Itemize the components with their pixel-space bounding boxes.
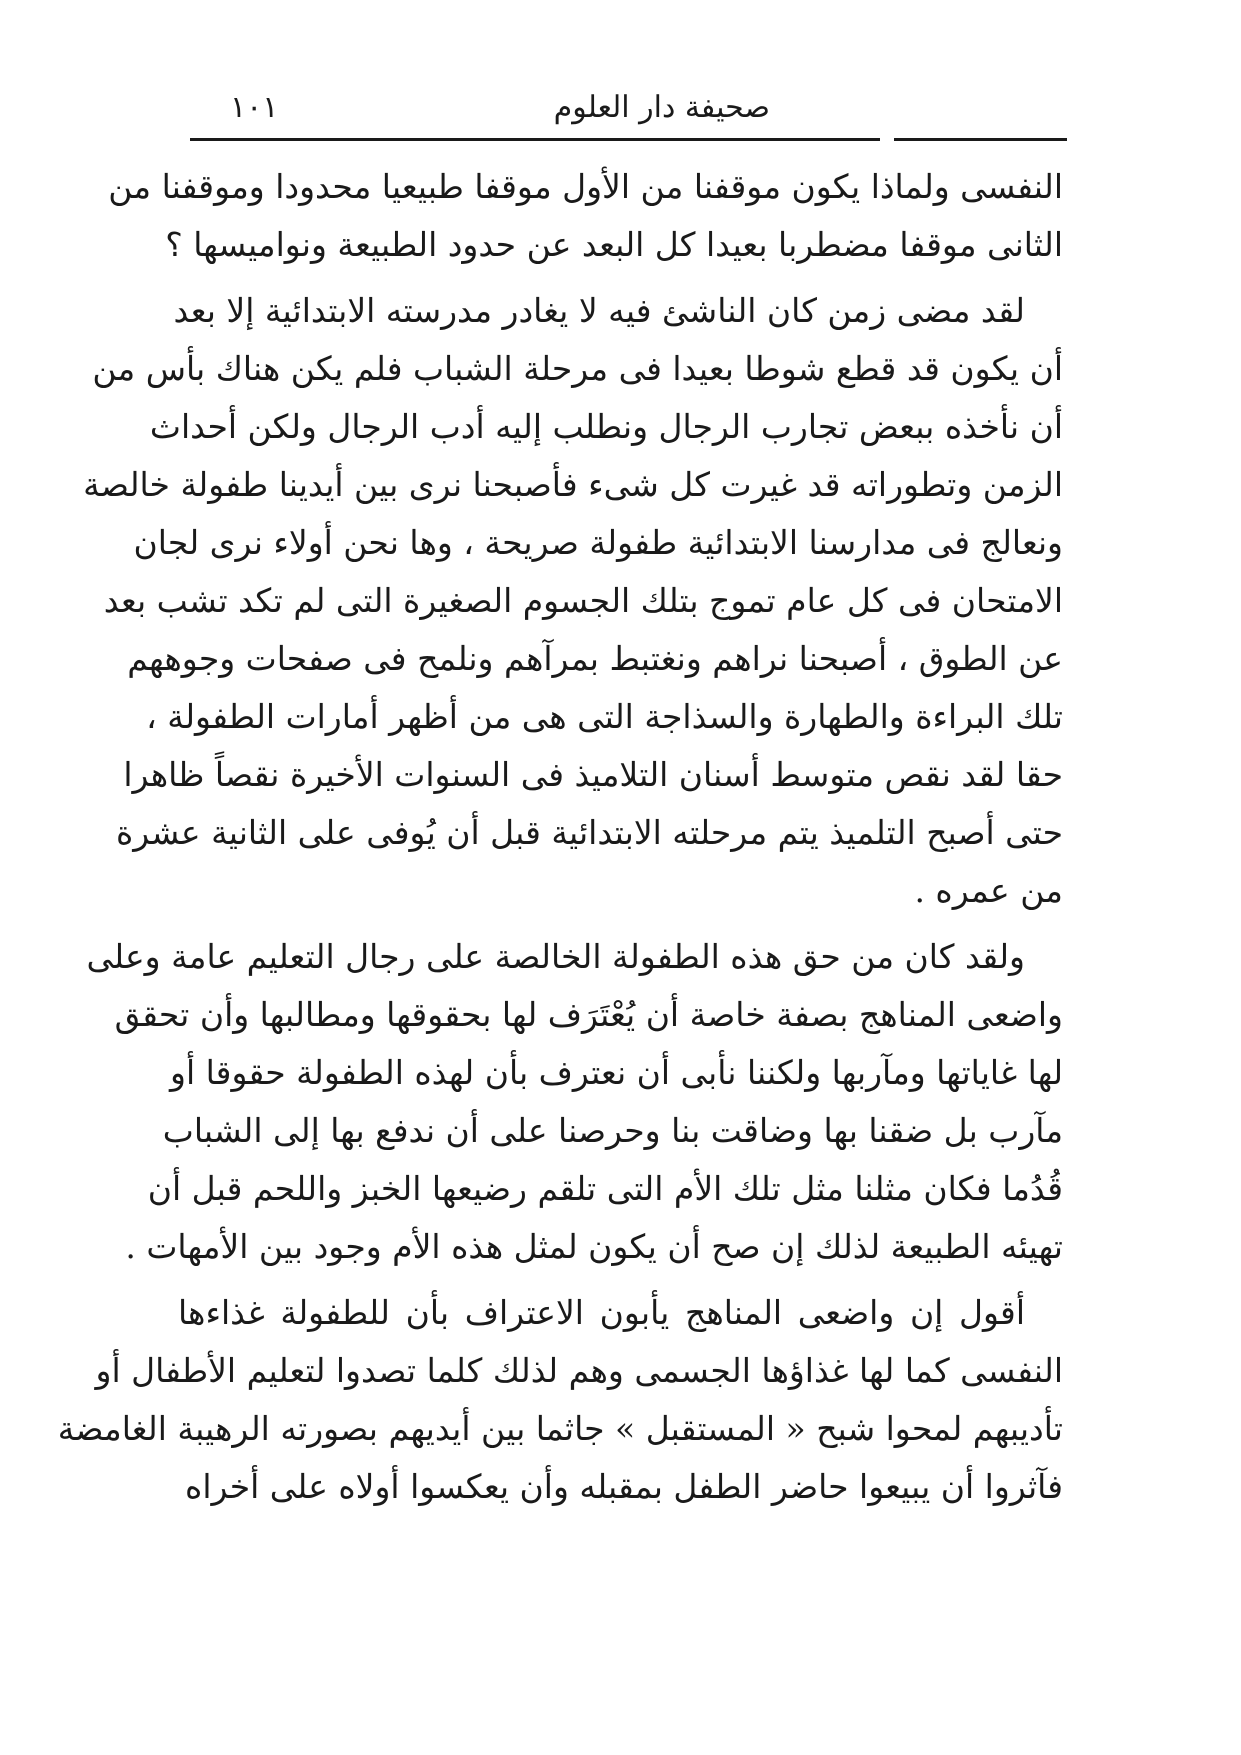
paragraph-gap [178,274,1063,282]
paragraph [83,282,1063,920]
text-line: أن يكون قد قطع شوطا بعيدا فى مرحلة الشباب فلم يكن هناك بأس من [92,349,1063,388]
paragraph [108,158,1063,274]
text-line: واضعى المناهج بصفة خاصة أن يُعْتَرَف لها بحقوقها ومطالبها وأن تحقق [114,995,1063,1034]
text-line: حتى أصبح التلميذ يتم مرحلته الابتدائية قبل أن يُوفى على الثانية عشرة [115,813,1063,852]
header-rule-gap [880,136,894,143]
paragraph-gap [178,1276,1063,1284]
text-line: لقد مضى زمن كان الناشئ فيه لا يغادر مدرسته الابتدائية إلا بعد [173,291,1025,330]
running-title: صحيفة دار العلوم [553,90,770,125]
text-line: النفسى كما لها غذاؤها الجسمى وهم لذلك كلما تصدوا لتعليم الأطفال أو [95,1351,1063,1390]
text-line: مآرب بل ضقنا بها وضاقت بنا وحرصنا على أن ندفع بها إلى الشباب [162,1111,1063,1150]
text-line: قُدُما فكان مثلنا مثل تلك الأم التى تلقم رضيعها الخبز واللحم قبل أن [147,1169,1063,1208]
text-line: أقول إن واضعى المناهج يأبون الاعتراف بأن للطفولة غذاءها [178,1293,1025,1332]
header-rule [190,138,1067,141]
text-line: الامتحان فى كل عام تموج بتلك الجسوم الصغيرة التى لم تكد تشب بعد [103,581,1063,620]
paragraph [86,928,1063,1276]
text-line: تأديبهم لمحوا شبح « المستقبل » جاثما بين أيديهم بصورته الرهيبة الغامضة [57,1409,1063,1448]
page-header [190,88,1070,136]
text-line: من عمره . [914,871,1063,910]
paragraph [57,1284,1063,1516]
text-line: تهيئه الطبيعة لذلك إن صح أن يكون لمثل هذه الأم وجود بين الأمهات . [125,1227,1063,1266]
text-line: تلك البراءة والطهارة والسذاجة التى هى من أظهر أمارات الطفولة ، [146,697,1063,736]
text-line: فآثروا أن يبيعوا حاضر الطفل بمقبله وأن يعكسوا أولاه على أخراه [185,1467,1063,1506]
text-line: عن الطوق ، أصبحنا نراهم ونغتبط بمرآهم ونلمح فى صفحات وجوههم [127,639,1063,678]
body-text [57,158,1063,1516]
text-line: الثانى موقفا مضطربا بعيدا كل البعد عن حدود الطبيعة ونواميسها ؟ [165,225,1063,264]
text-line: النفسى ولماذا يكون موقفنا من الأول موقفا طبيعيا محدودا وموقفنا من [108,167,1063,206]
text-line: الزمن وتطوراته قد غيرت كل شىء فأصبحنا نرى بين أيدينا طفولة خالصة [83,465,1063,504]
text-line: أن نأخذه ببعض تجارب الرجال ونطلب إليه أدب الرجال ولكن أحداث [149,407,1063,446]
text-line: لها غاياتها ومآربها ولكننا نأبى أن نعترف بأن لهذه الطفولة حقوقا أو [170,1053,1063,1092]
paragraph-gap [178,920,1063,928]
page-number: ١٠١ [230,90,279,125]
text-line: ولقد كان من حق هذه الطفولة الخالصة على رجال التعليم عامة وعلى [86,937,1025,976]
text-line: ونعالج فى مدارسنا الابتدائية طفولة صريحة ، وها نحن أولاء نرى لجان [133,523,1063,562]
text-line: حقا لقد نقص متوسط أسنان التلاميذ فى السنوات الأخيرة نقصاً ظاهرا [123,755,1063,794]
